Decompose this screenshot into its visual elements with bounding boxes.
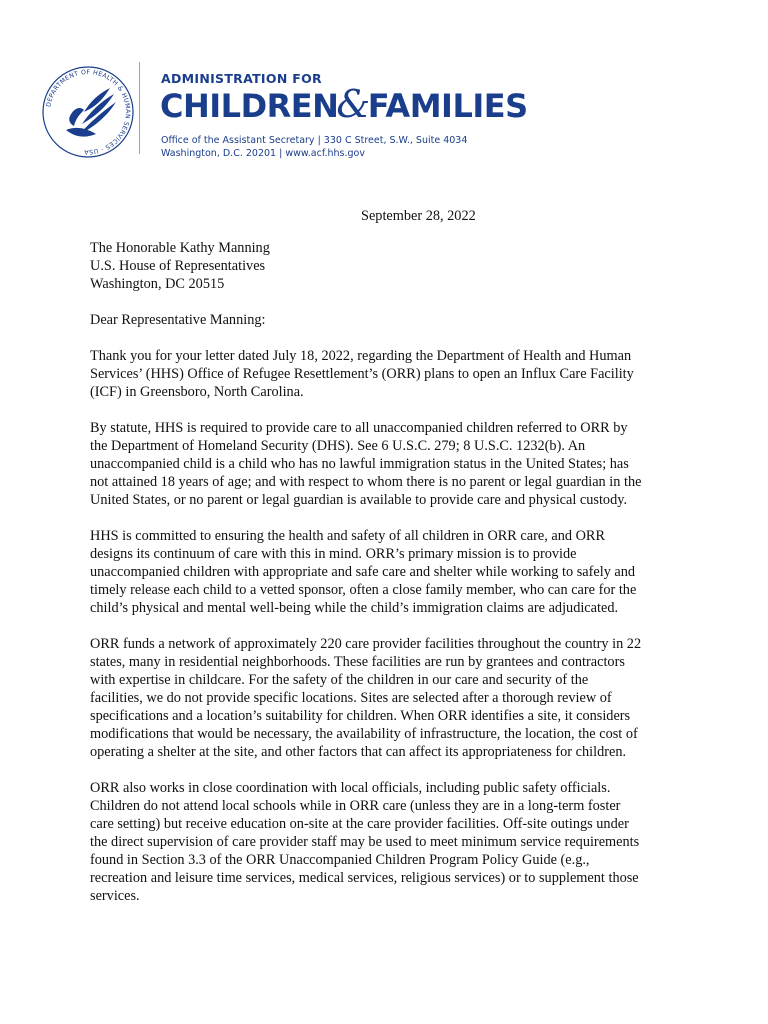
office-address-line2: Washington, D.C. 20201 | www.acf.hhs.gov bbox=[161, 148, 365, 159]
letterhead-divider bbox=[139, 62, 140, 154]
paragraph-line: operating a shelter at the site, and other factors that can affect its appropriateness for children. bbox=[90, 744, 627, 760]
body-paragraph bbox=[90, 635, 680, 761]
paragraph-line: unaccompanied child is a child who has no lawful immigration status in the United States; has bbox=[90, 456, 629, 472]
paragraph-line: By statute, HHS is required to provide care to all unaccompanied children referred to ORR by bbox=[90, 420, 628, 436]
letter-paragraphs bbox=[90, 347, 680, 905]
agency-word-children: CHILDREN bbox=[160, 87, 339, 125]
paragraph-line: Children do not attend local schools while in ORR care (unless they are in a long-term foster bbox=[90, 798, 621, 814]
agency-name-logotype bbox=[160, 83, 528, 125]
paragraph-line: child’s physical and mental well-being while the child’s immigration claims are adjudicated. bbox=[90, 600, 619, 616]
paragraph-line: found in Section 3.3 of the ORR Unaccompanied Children Program Policy Guide (e.g., bbox=[90, 852, 590, 868]
agency-word-families: FAMILIES bbox=[367, 87, 528, 125]
salutation: Dear Representative Manning: bbox=[90, 312, 266, 328]
paragraph-line: the Department of Homeland Security (DHS). See 6 U.S.C. 279; 8 U.S.C. 1232(b). An bbox=[90, 438, 586, 454]
paragraph-line: designs its continuum of care with this in mind. ORR’s primary mission is to provide bbox=[90, 546, 577, 562]
svg-text:DEPARTMENT OF HEALTH & HUMAN S bbox=[45, 69, 131, 155]
paragraph-line: Thank you for your letter dated July 18, 2022, regarding the Department of Health and Human bbox=[90, 348, 632, 364]
paragraph-line: ORR also works in close coordination with local officials, including public safety officials. bbox=[90, 780, 611, 796]
paragraph-line: not attained 18 years of age; and with respect to whom there is no parent or legal guardian in the bbox=[90, 474, 642, 490]
letter-date: September 28, 2022 bbox=[361, 208, 476, 224]
seal-ring-text: DEPARTMENT OF HEALTH & HUMAN SERVICES · USA bbox=[45, 68, 132, 156]
paragraph-line: services. bbox=[90, 888, 140, 904]
paragraph-line: Services’ (HHS) Office of Refugee Resettlement’s (ORR) plans to open an Influx Care Facility bbox=[90, 366, 634, 382]
hhs-seal-logo bbox=[40, 64, 136, 160]
paragraph-line: states, many in residential neighborhoods. These facilities are run by grantees and contractors bbox=[90, 654, 625, 670]
recipient-name: The Honorable Kathy Manning bbox=[90, 240, 270, 256]
body-paragraph bbox=[90, 419, 680, 509]
recipient-address bbox=[90, 239, 680, 293]
paragraph-line: care setting) but receive education on-site at the care provider facilities. Off-site outings under bbox=[90, 816, 629, 832]
recipient-city: Washington, DC 20515 bbox=[90, 276, 225, 292]
paragraph-line: ORR funds a network of approximately 220 care provider facilities throughout the country in 22 bbox=[90, 636, 642, 652]
paragraph-line: with expertise in childcare. For the safety of the children in our care and security of the bbox=[90, 672, 589, 688]
agency-name-line1: ADMINISTRATION FOR bbox=[161, 71, 322, 86]
paragraph-line: modifications that would be necessary, the availability of infrastructure, the location, the cost of bbox=[90, 726, 638, 742]
agency-ampersand: & bbox=[336, 82, 370, 126]
body-paragraph bbox=[90, 779, 680, 905]
recipient-office: U.S. House of Representatives bbox=[90, 258, 266, 274]
paragraph-line: (ICF) in Greensboro, North Carolina. bbox=[90, 384, 304, 400]
paragraph-line: United States, or no parent or legal guardian is available to provide care and physical custody. bbox=[90, 492, 628, 508]
paragraph-line: facilities, we do not provide specific locations. Sites are selected after a thorough review of bbox=[90, 690, 612, 706]
paragraph-line: HHS is committed to ensuring the health and safety of all children in ORR care, and ORR bbox=[90, 528, 605, 544]
paragraph-line: recreation and leisure time services, medical services, religious services) or to supplement those bbox=[90, 870, 639, 886]
paragraph-line: timely release each child to a vetted sponsor, often a close family member, who can care for the bbox=[90, 582, 637, 598]
office-address-line1: Office of the Assistant Secretary | 330 C Street, S.W., Suite 4034 bbox=[161, 135, 468, 146]
letter-body bbox=[90, 239, 680, 905]
paragraph-line: the direct supervision of care provider staff may be used to meet minimum service requirements bbox=[90, 834, 640, 850]
paragraph-line: unaccompanied children with appropriate and safe care and shelter while working to safely and bbox=[90, 564, 636, 580]
body-paragraph bbox=[90, 527, 680, 617]
office-address bbox=[161, 134, 467, 160]
paragraph-line: specifications and a location’s suitability for children. When ORR identifies a site, it considers bbox=[90, 708, 631, 724]
body-paragraph bbox=[90, 347, 680, 401]
